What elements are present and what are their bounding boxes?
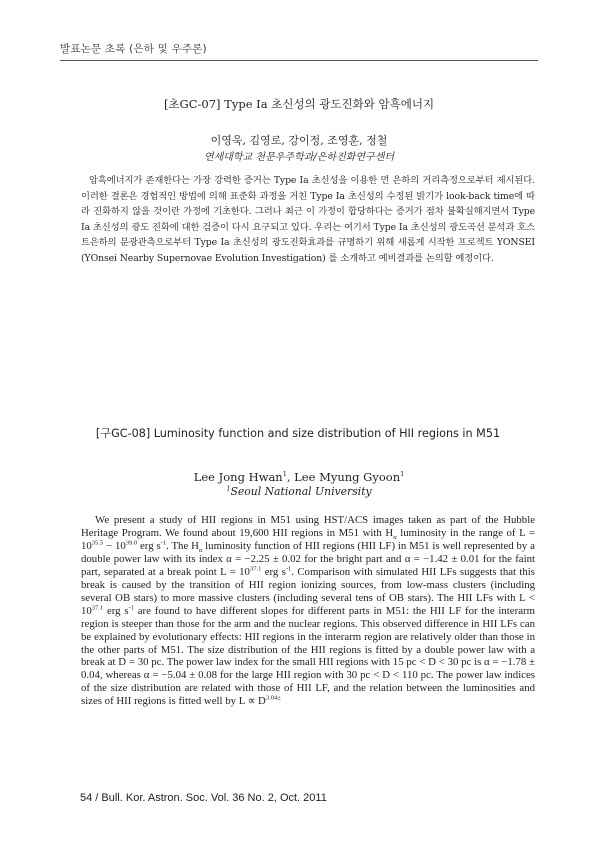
text-run: . The H xyxy=(166,539,199,552)
superscript: 39.0 xyxy=(125,539,138,547)
text-run: are found to have different slopes for different parts in M51: the HII LF for the interarm region is steeper than those for the arm and the nuclear regions. This observed difference in HII LFs can be explained by evolutionary effects: HII regions in the interarm region are relatively older than those in the other parts of M51. The size distribution of the HII regions is fitted by a double power law with a break at D = 30 pc. The power law index for the small HII regions with 15 pc < D < 30 pc is α = −1.78 ± 0.04, whereas α = −5.04 ± 0.08 for the large HII region with 30 pc < D < 110 pc. The power law indices of the size distribution are related with those of HII LF, and the relation between the luminosities and sizes of HII regions is fitted well by L ∝ D xyxy=(81,604,535,708)
text-run: − 10 xyxy=(103,539,126,552)
text-run: We present a study of HII regions in M51 using HST/ACS images taken as part of the Hubble Heritage Program. We found about 19,600 HII regions in M51 with H xyxy=(81,514,535,539)
author-name: Lee Jong Hwan xyxy=(193,470,283,484)
abstract2-authors xyxy=(60,470,538,484)
text-run: erg s xyxy=(103,604,129,617)
abstract1-authors: 이영욱, 김영로, 강이정, 조영훈, 정철 xyxy=(210,134,388,147)
text-run: luminosity function of HII regions (HII LF) in M51 is well represented by a double power law with its index α = −2.25 ± 0.02 for the bright part and α = −1.42 ± 0.01 for the faint part, separated at a break point L = 10 xyxy=(81,539,535,578)
abstract2-title: [구GC-08] Luminosity function and size distribution of HII regions in M51 xyxy=(95,427,501,440)
affiliation-mark: 1 xyxy=(400,470,405,479)
affiliation-mark: 1 xyxy=(282,470,287,479)
superscript: -1 xyxy=(285,565,292,573)
text-run: . Comparison with simulated HII LFs suggests that this break is caused by the transition of HII region ionizing sources, from low-mass clusters (including several OB stars) to more massive clusters (including several tens of OB stars). The HII LFs with L < 10 xyxy=(81,565,535,617)
text-run: erg s xyxy=(137,539,161,552)
page-footer-citation: 54 / Bull. Kor. Astron. Soc. Vol. 36 No. 2, Oct. 2011 xyxy=(80,792,327,804)
superscript: -1 xyxy=(160,539,167,547)
superscript: 37.1 xyxy=(249,565,262,573)
superscript: 37.1 xyxy=(91,604,104,612)
abstract2-body xyxy=(81,514,535,708)
superscript: 35.5 xyxy=(91,539,104,547)
abstract2-affiliation xyxy=(60,485,538,498)
text-run: erg s xyxy=(261,565,286,578)
text-run: luminosity in the range of L = 10 xyxy=(81,526,535,552)
author-name: Lee Myung Gyoon xyxy=(294,470,401,484)
header-divider xyxy=(60,60,538,61)
abstract1-title: [초GC-07] Type Ia 초신성의 광도진화와 암흑에너지 xyxy=(163,97,435,111)
subscript: α xyxy=(393,534,397,542)
subscript: α xyxy=(198,547,203,555)
superscript: -1 xyxy=(128,604,134,612)
abstract1-body: 암흑에너지가 존재한다는 가장 강력한 증거는 Type Ia 초신성을 이용한 먼 은하의 거리측정으로부터 제시된다. 이러한 결론은 경험적인 방법에 의해 표준화 과정을 거친 Type Ia 초신성의 수정된 밝기가 look-back time에 따라 진화하지 않을 것이란 가정에 기초한다. 그러나 최근 이 가정이 합당하다는 증거가 점차 불확실해지면서 Type Ia 초신성의 광도 진화에 대한 검증이 다시 요구되고 있다. 우리는 여기서 Type Ia 초신성의 광도곡선 분석과 호스트은하의 분광관측으로부터 Type Ia 초신성의 광도진화효과를 규명하기 위해 새롭게 시작한 프로젝트 YONSEI (YOnsei Nearby Supernovae Evolution Investigation) 를 소개하고 예비결과를 논의할 예정이다. xyxy=(81,175,535,264)
abstract1-affiliation: 연세대학교 천문우주학과/은하진화연구센터 xyxy=(203,152,395,163)
affiliation-mark: 1 xyxy=(226,484,231,493)
superscript: 3.04± xyxy=(265,694,281,702)
running-header: 발표논문 초록 (은하 및 우주론) xyxy=(60,43,207,55)
author-separator: , xyxy=(286,470,295,484)
affiliation-text: Seoul National University xyxy=(230,485,372,498)
